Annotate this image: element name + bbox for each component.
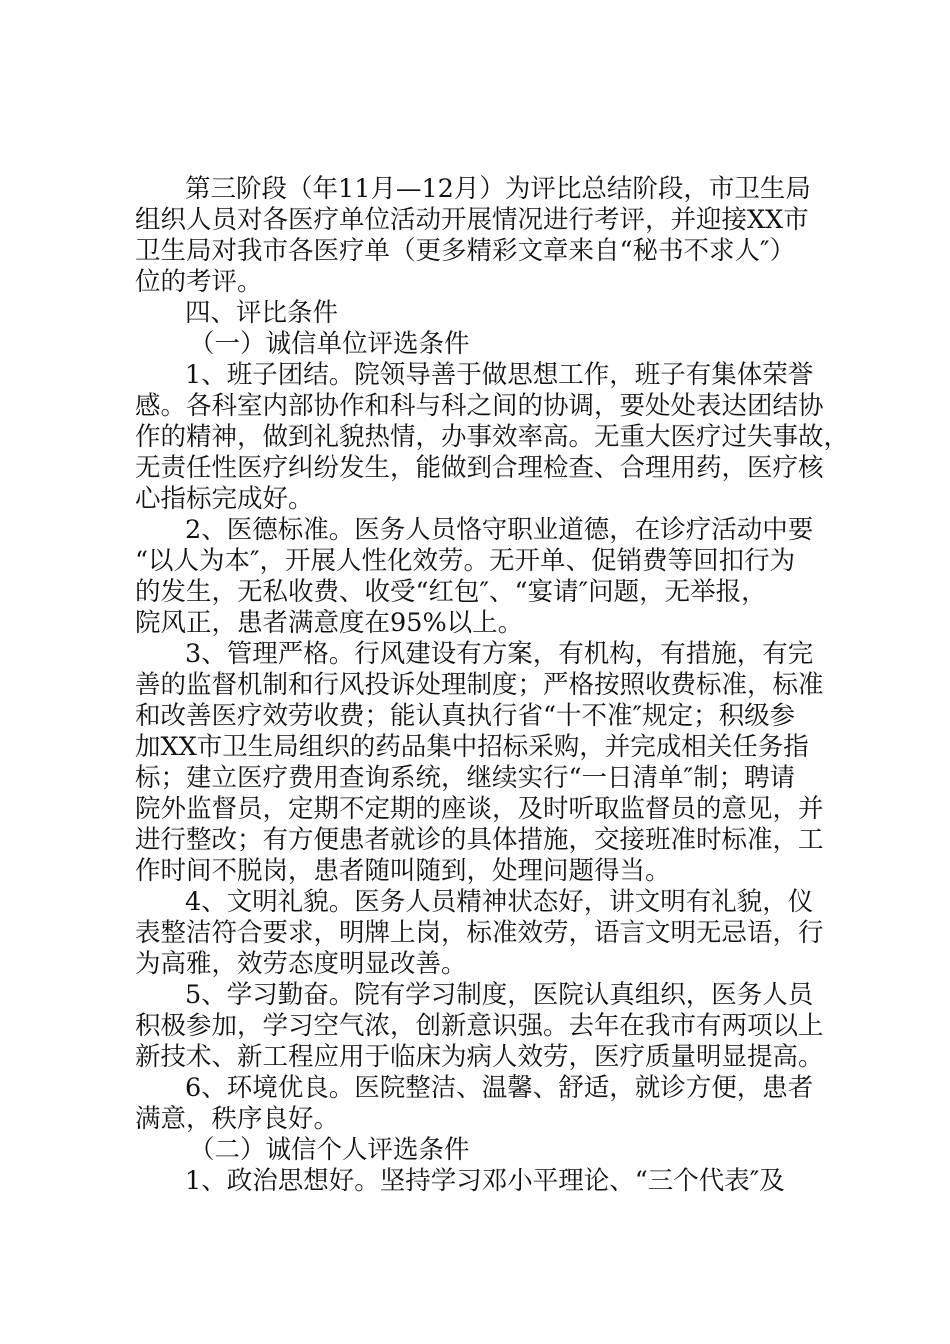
text-line: 作的精神，做到礼貌热情，办事效率高。无重大医疗过失事故， [135, 422, 850, 452]
text-line: 满意，秩序良好。 [135, 1104, 340, 1134]
text-line: 表整洁符合要求，明牌上岗，标准效劳，语言文明无忌语，行 [135, 918, 824, 948]
paragraph-stage3 [135, 174, 825, 298]
paragraph-item-2 [135, 515, 825, 639]
text-line: 6、环境优良。医院整洁、温馨、舒适，就诊方便，患者 [185, 1073, 814, 1103]
subheading-personal-criteria [135, 1135, 825, 1166]
text-line: 感。各科室内部协作和科与科之间的协调，要处处表达团结协 [135, 391, 824, 421]
text-line: 1、班子团结。院领导善于做思想工作，班子有集体荣誉 [185, 360, 814, 390]
text-line: （一）诚信单位评选条件 [189, 329, 470, 359]
text-line: 1、政治思想好。坚持学习邓小平理论、“三个代表″及 [185, 1166, 785, 1196]
text-line: 第三阶段（年11月—12月）为评比总结阶段，市卫生局 [185, 174, 811, 204]
section-heading-criteria [135, 298, 825, 329]
text-line: 为高雅，效劳态度明显改善。 [135, 949, 467, 979]
text-line: 无责任性医疗纠纷发生，能做到合理检查、合理用药，医疗核 [135, 453, 824, 483]
text-line: 和改善医疗效劳收费；能认真执行省“十不准″规定；积级参 [135, 701, 796, 731]
document-body [135, 174, 850, 1197]
text-line: 作时间不脱岗，患者随叫随到，处理问题得当。 [135, 856, 671, 886]
text-line: （二）诚信个人评选条件 [189, 1135, 470, 1165]
text-line: 的发生，无私收费、收受“红包″、“宴请″问题，无举报， [135, 577, 767, 607]
text-line: 院外监督员，定期不定期的座谈，及时听取监督员的意见，并 [135, 794, 824, 824]
text-line: 位的考评。 [135, 267, 263, 297]
subheading-unit-criteria [135, 329, 825, 360]
paragraph-personal-1 [135, 1166, 825, 1197]
text-line: 标；建立医疗费用查询系统，继续实行“一日清单″制；聘请 [135, 763, 796, 793]
text-line: 进行整改；有方便患者就诊的具体措施，交接班准时标准，工 [135, 825, 824, 855]
text-line: 4、文明礼貌。医务人员精神状态好，讲文明有礼貌，仪 [185, 887, 814, 917]
text-line: 善的监督机制和行风投诉处理制度；严格按照收费标准，标准 [135, 670, 824, 700]
text-line: 2、医德标准。医务人员恪守职业道德，在诊疗活动中要 [185, 515, 814, 545]
text-line: 积极参加，学习空气浓，创新意识强。去年在我市有两项以上 [135, 1011, 824, 1041]
paragraph-item-1 [135, 360, 850, 515]
text-line: 心指标完成好。 [135, 484, 314, 514]
text-line: 组织人员对各医疗单位活动开展情况进行考评，并迎接XX市 [135, 205, 809, 235]
text-line: 卫生局对我市各医疗单（更多精彩文章来自“秘书不求人″） [135, 236, 796, 266]
text-line: 新技术、新工程应用于临床为病人效劳，医疗质量明显提高。 [135, 1042, 824, 1072]
paragraph-item-6 [135, 1073, 825, 1135]
text-line: 3、管理严格。行风建设有方案，有机构，有措施，有完 [185, 639, 814, 669]
text-line: 加XX市卫生局组织的药品集中招标采购，并完成相关任务指 [135, 732, 809, 762]
text-line: “以人为本″，开展人性化效劳。无开单、促销费等回扣行为 [135, 546, 796, 576]
text-line: 院风正，患者满意度在95%以上。 [135, 608, 524, 638]
paragraph-item-5 [135, 980, 825, 1073]
paragraph-item-3 [135, 639, 825, 887]
text-line: 5、学习勤奋。院有学习制度，医院认真组织，医务人员 [185, 980, 814, 1010]
text-line: 四、评比条件 [185, 298, 339, 328]
paragraph-item-4 [135, 887, 825, 980]
